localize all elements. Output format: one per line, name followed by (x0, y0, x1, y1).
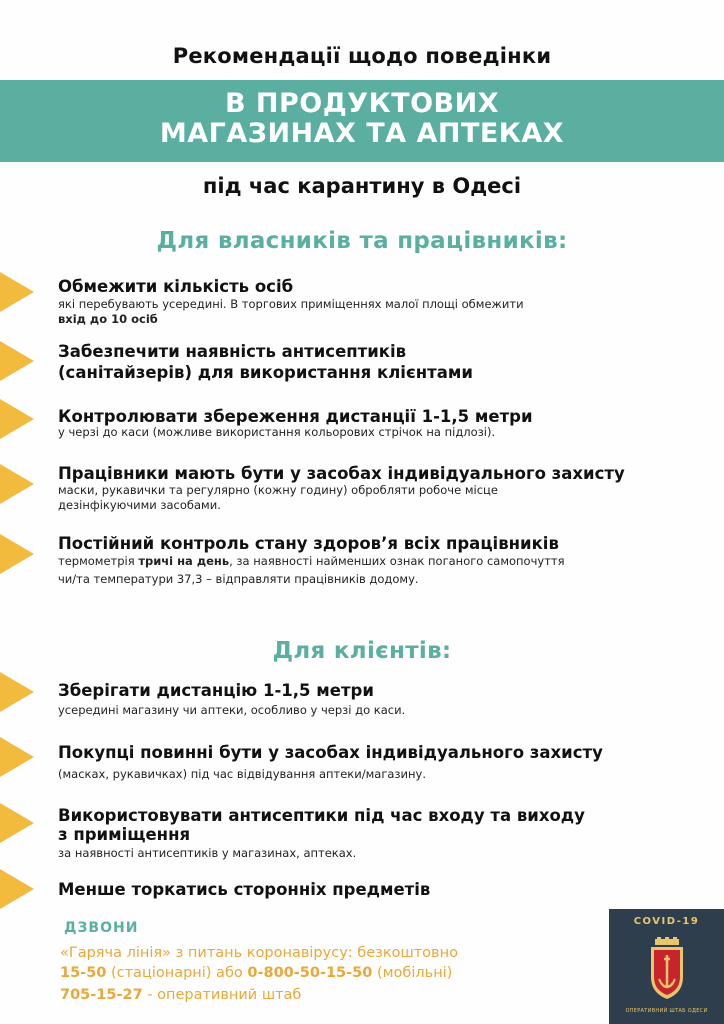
odesa-coat-of-arms-icon (647, 937, 687, 1001)
item-text: усередині магазину чи аптеки, особливо у черзі до каси. (58, 703, 406, 717)
item-heading: з приміщення (58, 825, 191, 844)
badge-caption: ОПЕРАТИВНИЙ ШТАБ ОДЕСИ (625, 1008, 708, 1014)
arrow-icon (0, 803, 34, 843)
item-heading: Постійний контроль стану здоров’я всіх працівників (58, 534, 559, 553)
item-text: (масках, рукавичках) під час відвідування аптеки/магазину. (58, 767, 426, 781)
item-text-bold: вхід до 10 осіб (58, 312, 158, 326)
title-band-text (0, 89, 724, 149)
item-heading: Контролювати збереження дистанції 1-1,5 метри (58, 407, 533, 426)
owners-section-title: Для власників та працівників: (156, 228, 568, 254)
arrow-icon (0, 341, 34, 381)
band-line-2: МАГАЗИНАХ ТА АПТЕКАХ (159, 118, 565, 149)
band-line-1: В ПРОДУКТОВИХ (224, 88, 500, 119)
calls-title: ДЗВОНИ (64, 920, 139, 936)
arrow-icon (0, 737, 34, 777)
phone-note: (мобільні) (372, 965, 453, 981)
item-heading: Покупці повинні бути у засобах індивідуального захисту (58, 743, 603, 762)
item-heading: Обмежити кількість осіб (58, 277, 294, 296)
item-text-line (58, 553, 565, 569)
badge-title: COVID-19 (633, 916, 700, 927)
subtitle: під час карантину в Одесі (202, 174, 522, 198)
item-heading: (санітайзерів) для використання клієнтами (58, 363, 473, 382)
arrow-icon (0, 672, 34, 712)
item-heading: Менше торкатись сторонніх предметів (58, 880, 431, 899)
item-text: маски, рукавички та регулярно (кожну годину) обробляти робоче місце (58, 483, 498, 497)
phone-number: 705-15-27 (60, 987, 143, 1003)
arrow-icon (0, 399, 34, 439)
item-text: які перебувають усередині. В торгових приміщеннях малої площі обмежити (58, 297, 524, 311)
arrow-icon (0, 272, 34, 312)
title-band (0, 80, 724, 162)
item-text-bold: тричі на день (138, 554, 230, 568)
item-text: у черзі до каси (можливе використання кольорових стрічок на підлозі). (58, 425, 496, 439)
item-heading: Зберігати дистанцію 1-1,5 метри (58, 681, 374, 700)
arrow-icon (0, 464, 34, 504)
clients-section-title: Для клієнтів: (272, 638, 452, 664)
item-text-bold-line (58, 311, 158, 327)
staff-number (60, 985, 301, 1006)
item-text-post: , за наявності найменших ознак поганого самопочуття (229, 554, 565, 568)
title-top: Рекомендації щодо поведінки (172, 44, 552, 68)
phone-number: 15-50 (60, 965, 107, 981)
arrow-icon (0, 869, 34, 909)
covid-badge (609, 909, 724, 1024)
item-text: чи/та температури 37,3 – відправляти працівників додому. (58, 572, 419, 586)
arrow-icon (0, 534, 34, 574)
item-heading: Працівники мають бути у засобах індивідуального захисту (58, 464, 625, 483)
hotline-numbers (60, 963, 452, 984)
item-text-pre: термометрія (58, 554, 139, 568)
item-text: дезінфікуючими засобами. (58, 498, 221, 512)
phone-note: (стаціонарні) або (106, 965, 248, 981)
phone-note: - оперативний штаб (142, 987, 302, 1003)
item-heading: Використовувати антисептики під час входу та виходу (58, 806, 585, 825)
item-heading: Забезпечити наявність антисептиків (58, 342, 407, 361)
item-text: за наявності антисептиків у магазинах, аптеках. (58, 846, 357, 860)
hotline-text: «Гаряча лінія» з питань коронавірусу: безкоштовно (60, 945, 458, 961)
phone-number: 0-800-50-15-50 (247, 965, 373, 981)
